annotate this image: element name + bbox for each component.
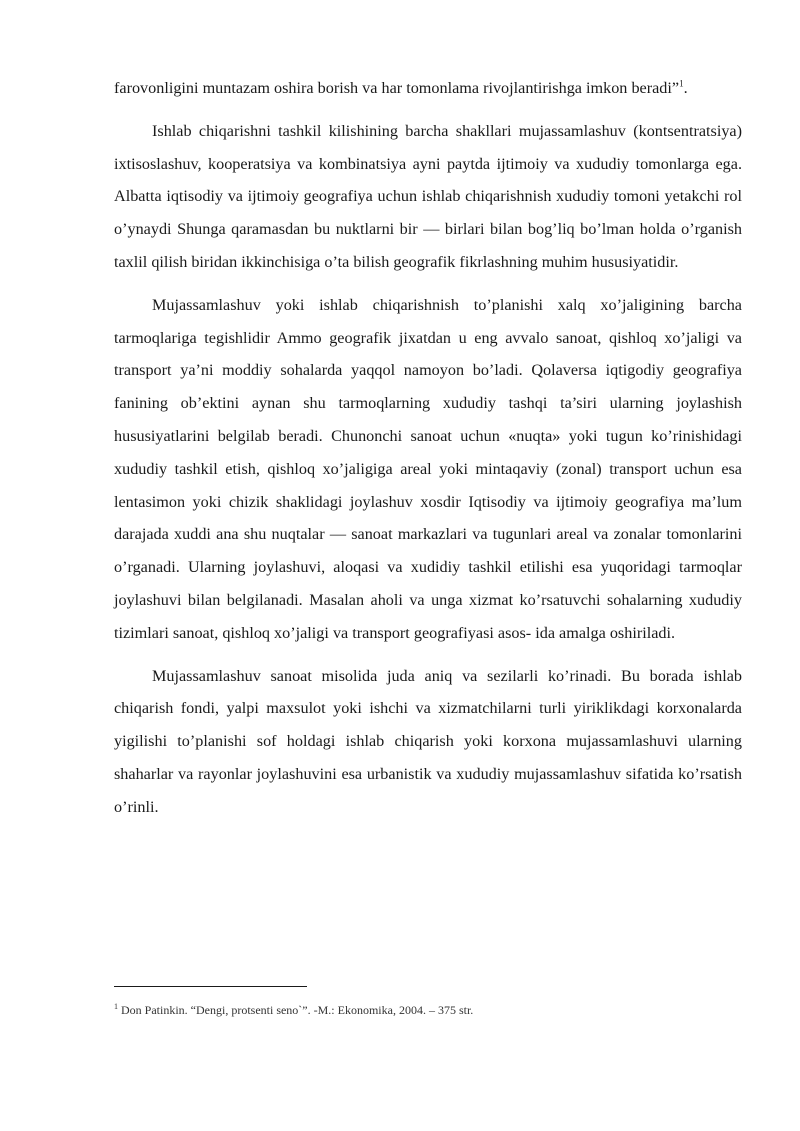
footnote-reference[interactable]: 1 [679, 78, 684, 89]
footnote [114, 1002, 742, 1018]
paragraph-concentration-sectors: Mujassamlashuv yoki ishlab chiqarishnish to’planishi xalq xo’jaligining barcha tarmoqlariga tegishlidir Ammo geografik jixatdan u eng avvalo sanoat, qishloq xo’jaligi va transport ya’ni moddiy sohalarda yaqqol namoyon bo’ladi. Qolaversa iqtigodiy geografiya fanining ob’ektini aynan shu tarmoqlarning xududiy tashqi ta’siri ularning joylashish hususiyatlarini belgilab beradi. Chunonchi sanoat uchun «nuqta» yoki tugun ko’rinishidagi xududiy tashkil etish, qishloq xo’jaligiga areal yoki mintaqaviy (zonal) transport uchun esa lentasimon yoki chizik shaklidagi joylashuv xosdir Iqtisodiy va ijtimoiy geografiya ma’lum darajada xuddi ana shu nuqtalar — sanoat markazlari va tugunlari areal va zonalar tomonlarini o’rganadi. Ularning joylashuvi, aloqasi va xudidiy tashkil etilishi esa yuqoridagi tarmoqlar joylashuvi bilan belgilanadi. Masalan aholi va unga xizmat ko’rsatuvchi sohalarning xududiy tizimlari sanoat, qishloq xo’jaligi va transport geografiyasi asos- ida amalga oshiriladi. [114, 295, 742, 642]
paragraph-text: farovonligini muntazam oshira borish va har tomonlama rivojlantirishga imkon beradi” [114, 79, 680, 97]
footnote-marker: 1 [114, 1002, 118, 1011]
footnote-text: Don Patinkin. “Dengi, protsenti seno`”. -M.: Ekonomika, 2004. – 375 str. [118, 1003, 474, 1017]
footnote-divider [114, 986, 307, 987]
paragraph-tail: . [683, 79, 688, 97]
paragraph-production-forms: Ishlab chiqarishni tashkil kilishining barcha shakllari mujassamlashuv (kontsentratsiya) ixtisoslashuv, kooperatsiya va kombinatsiya ayni paytda ijtimoiy va xududiy tomonlarga ega. Albatta iqtisodiy va ijtimoiy geografiya uchun ishlab chiqarishnish xududiy tomoni yetakchi rol o’ynaydi Shunga qaramasdan bu nuktlarni bir — birlari bilan bog’liq bo’lman holda o’rganish taxlil qilish biridan ikkinchisiga o’ta bilish geografik fikrlashning muhim hususiyatidir. [114, 121, 742, 271]
paragraph-industry-concentration: Mujassamlashuv sanoat misolida juda aniq va sezilarli ko’rinadi. Bu borada ishlab chiqarish fondi, yalpi maxsulot yoki ishchi va xizmatchilarni turli yiriklikdagi korxonalarda yigilishi to’planishi sof holdagi ishlab chiqarish yoki korxona mujassamlashuvi ularning shaharlar va rayonlar joylashuvini esa urbanistik va xududiy mujassamlashuv sifatida ko’rsatish o’rinli. [114, 666, 742, 816]
paragraph-continuation [114, 72, 742, 105]
document-body [114, 72, 742, 824]
